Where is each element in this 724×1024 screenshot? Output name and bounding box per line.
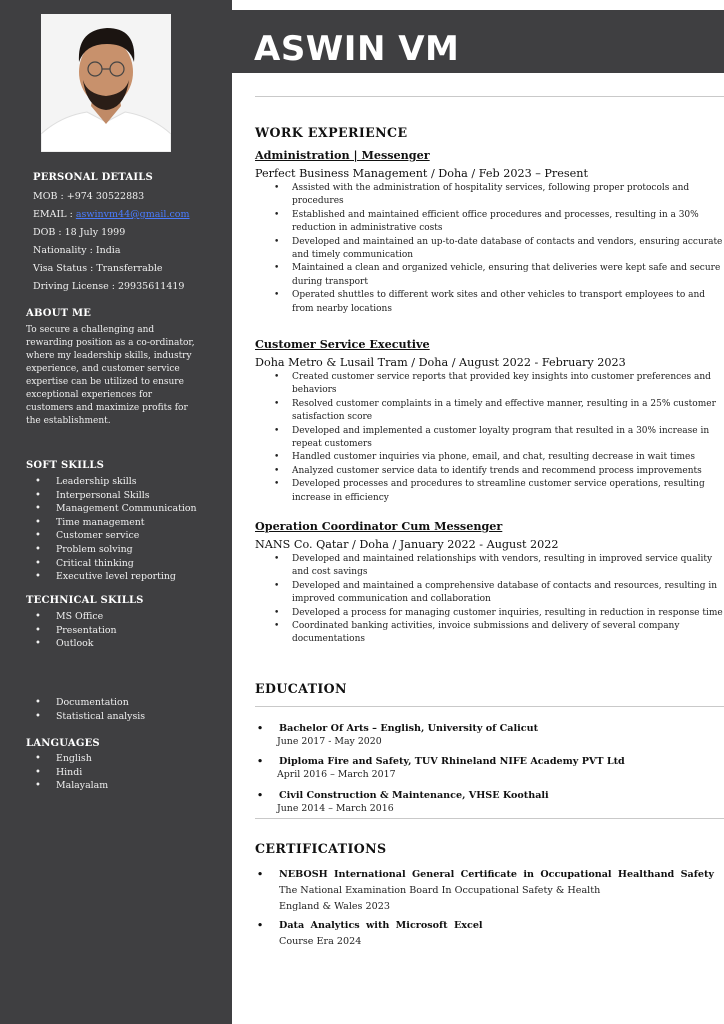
list-item: • Developed and implemented a customer loyalty program that resulted in a 30% increase in repeat customers: [265, 425, 724, 452]
list-item: • Critical thinking: [26, 557, 197, 571]
list-item: • Analyzed customer service data to identify trends and recommend process improvements: [265, 465, 724, 478]
job-title: Customer Service Executive: [255, 337, 430, 351]
languages-list: [26, 752, 108, 793]
mobile-number: MOB : +974 30522883: [33, 191, 145, 202]
list-item: • Malayalam: [26, 779, 108, 793]
name-banner: [232, 10, 724, 73]
nationality: Nationality : India: [33, 245, 121, 256]
list-item: • Developed a process for managing customer inquiries, resulting in reduction in response time: [265, 607, 724, 620]
degree: • Diploma Fire and Safety, TUV Rhineland NIFE Academy PVT Ltd: [255, 756, 724, 767]
job-title: Administration | Messenger: [255, 148, 430, 162]
education-heading: EDUCATION: [255, 681, 347, 696]
technical-skills-list-2: [26, 696, 145, 723]
list-item: • Statistical analysis: [26, 710, 145, 724]
list-item: • Outlook: [26, 637, 117, 651]
job-duties-list: [265, 371, 724, 505]
driving-license: Driving License : 29935611419: [33, 281, 185, 292]
email-label: EMAIL :: [33, 209, 76, 220]
divider: [255, 96, 724, 97]
work-experience-heading: WORK EXPERIENCE: [255, 125, 408, 140]
list-item: • Operated shuttles to different work sites and other vehicles to transport employees to and from nearby locations: [265, 289, 724, 316]
date-of-birth: DOB : 18 July 1999: [33, 227, 126, 238]
list-item: • Time management: [26, 516, 197, 530]
soft-skills-heading: SOFT SKILLS: [26, 460, 105, 471]
about-me-heading: ABOUT ME: [26, 308, 92, 319]
list-item: • English: [26, 752, 108, 766]
list-item: • Established and maintained efficient office procedures and processes, resulting in a 30% reduction in administrative costs: [265, 209, 724, 236]
job-duties-list: [265, 553, 724, 647]
list-item: • Interpersonal Skills: [26, 489, 197, 503]
email-link[interactable]: aswinvm44@gmail.com: [75, 209, 190, 220]
job-employer: Doha Metro & Lusail Tram / Doha / August 2022 - February 2023: [255, 356, 626, 369]
email-row: [33, 209, 190, 220]
list-item: • Documentation: [26, 696, 145, 710]
sidebar: [0, 0, 232, 1024]
list-item: • Developed and maintained an up-to-date database of contacts and vendors, ensuring accurate and timely communication: [265, 236, 724, 263]
certification-item: [255, 869, 724, 912]
job-employer: Perfect Business Management / Doha / Feb 2023 – Present: [255, 167, 588, 180]
languages-heading: LANGUAGES: [26, 738, 100, 749]
job-duties-list: [265, 182, 724, 316]
profile-photo: [41, 14, 171, 152]
list-item: • Maintained a clean and organized vehicle, ensuring that deliveries were kept safe and secure during transport: [265, 262, 724, 289]
list-item: • Resolved customer complaints in a timely and effective manner, resulting in a 25% customer satisfaction score: [265, 398, 724, 425]
list-item: • Assisted with the administration of hospitality services, following proper protocols and procedures: [265, 182, 724, 209]
list-item: • Handled customer inquiries via phone, email, and chat, resulting decrease in wait times: [265, 451, 724, 464]
education-item: [255, 756, 724, 780]
certifications-heading: CERTIFICATIONS: [255, 841, 387, 856]
degree-dates: June 2014 – March 2016: [277, 803, 394, 814]
list-item: • Hindi: [26, 766, 108, 780]
certification-title: • Data Analytics with Microsoft Excel: [255, 920, 724, 931]
list-item: • Customer service: [26, 529, 197, 543]
list-item: • Presentation: [26, 624, 117, 638]
education-item: [255, 790, 724, 814]
job-title: Operation Coordinator Cum Messenger: [255, 519, 503, 533]
job-employer: NANS Co. Qatar / Doha / January 2022 - August 2022: [255, 538, 559, 551]
certification-issuer: Course Era 2024: [279, 936, 362, 947]
visa-status: Visa Status : Transferrable: [33, 263, 163, 274]
soft-skills-list: [26, 475, 197, 584]
certification-title: • NEBOSH International General Certificate in Occupational Healthand Safety: [255, 869, 724, 880]
list-item: • Problem solving: [26, 543, 197, 557]
technical-skills-heading: TECHNICAL SKILLS: [26, 595, 144, 606]
education-item: [255, 723, 724, 747]
list-item: • Executive level reporting: [26, 570, 197, 584]
degree: • Civil Construction & Maintenance, VHSE Koothali: [255, 790, 724, 801]
list-item: • Developed and maintained relationships with vendors, resulting in improved service quality and cost savings: [265, 553, 724, 580]
list-item: • Management Communication: [26, 502, 197, 516]
certification-issuer: The National Examination Board In Occupational Safety & Health: [279, 885, 601, 896]
divider: [255, 706, 724, 707]
list-item: • Developed and maintained a comprehensive database of contacts and resources, resulting in improved communication and collaboration: [265, 580, 724, 607]
degree-dates: April 2016 – March 2017: [277, 769, 396, 780]
list-item: • Coordinated banking activities, invoice submissions and delivery of several company documentations: [265, 620, 724, 647]
personal-details-heading: PERSONAL DETAILS: [33, 172, 153, 183]
list-item: • Created customer service reports that provided key insights into customer preferences and behaviors: [265, 371, 724, 398]
list-item: • Developed processes and procedures to streamline customer service operations, resulting increase in efficiency: [265, 478, 724, 505]
technical-skills-list: [26, 610, 117, 651]
list-item: • MS Office: [26, 610, 117, 624]
degree-dates: June 2017 - May 2020: [277, 736, 382, 747]
degree: • Bachelor Of Arts – English, University of Calicut: [255, 723, 724, 734]
about-me-text: To secure a challenging and rewarding position as a co-ordinator, where my leadership skills, industry experience, and customer service expertise can be utilized to ensure exceptional experiences for customers and maximize profits for the establishment.: [26, 325, 195, 426]
divider: [255, 818, 724, 819]
certification-location: England & Wales 2023: [279, 901, 390, 912]
certification-item: [255, 920, 724, 947]
list-item: • Leadership skills: [26, 475, 197, 489]
candidate-name: ASWIN VM: [254, 29, 460, 69]
